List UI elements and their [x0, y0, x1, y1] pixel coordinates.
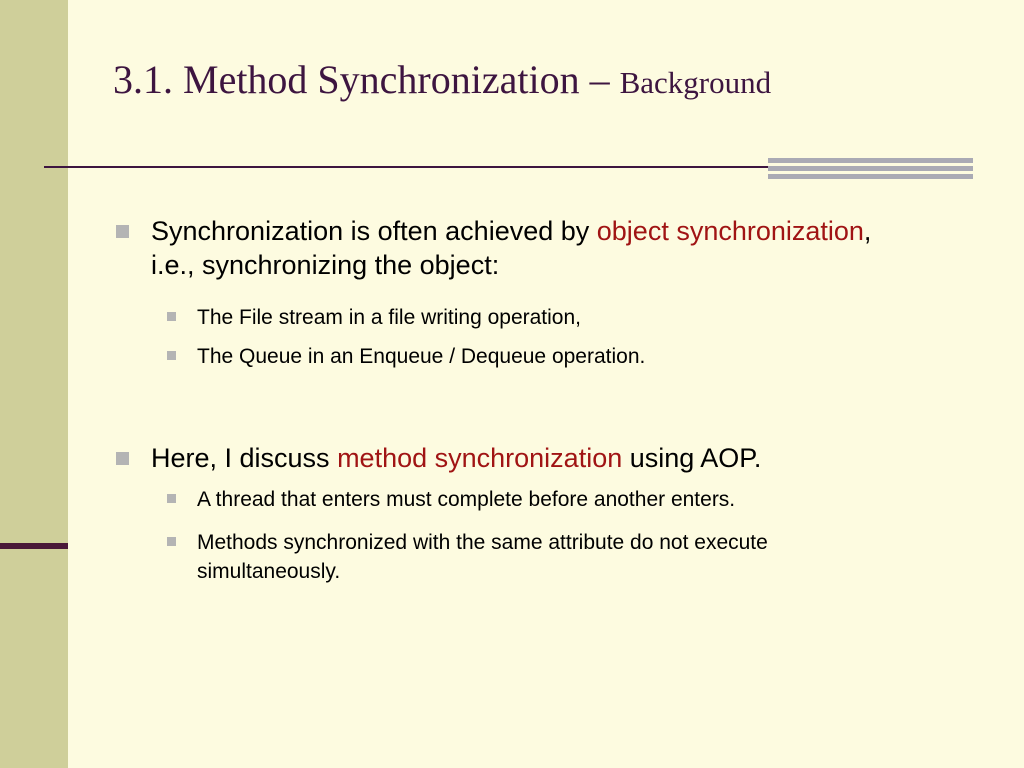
bullet-2-highlight: method synchronization: [337, 443, 623, 473]
title-accent-bar: [768, 166, 973, 171]
bullet-item-1: [151, 214, 911, 282]
square-bullet-icon: [167, 537, 176, 546]
sidebar-band: [0, 0, 68, 768]
square-bullet-icon: [167, 351, 176, 360]
square-bullet-icon: [116, 452, 129, 465]
sidebar-accent-bar: [0, 543, 68, 549]
title-accent-bar: [768, 158, 973, 163]
square-bullet-icon: [167, 312, 176, 321]
bullet-2-text: Here, I discuss: [151, 443, 338, 473]
slide-title-sub: Background: [619, 65, 772, 100]
bullet-2-text-end: using AOP.: [622, 443, 762, 473]
subbullet-item-2-1: [197, 485, 937, 514]
bullet-1-text: Synchronization is often achieved by: [151, 216, 597, 246]
title-accent-bar: [768, 174, 973, 179]
bullet-item-2: [151, 441, 911, 475]
bullet-1-highlight: object synchronization: [596, 216, 864, 246]
subbullet-text: A thread that enters must complete before another enters.: [197, 488, 736, 511]
subbullet-item-1-1: [197, 303, 937, 332]
bullet-1-text-end: , i.e., synchronizing the object:: [151, 216, 872, 280]
square-bullet-icon: [116, 225, 129, 238]
slide-title-main: 3.1. Method Synchronization –: [113, 57, 620, 102]
title-accent-bars: [768, 158, 973, 182]
subbullet-item-1-2: [197, 342, 937, 371]
title-underline: [44, 166, 784, 168]
subbullet-item-2-2: [197, 528, 897, 586]
subbullet-text: Methods synchronized with the same attribute do not execute simultaneously.: [197, 531, 768, 583]
subbullet-text: The File stream in a file writing operation,: [197, 306, 581, 329]
subbullet-text: The Queue in an Enqueue / Dequeue operation.: [197, 345, 646, 368]
square-bullet-icon: [167, 494, 176, 503]
slide-title: [113, 58, 771, 102]
